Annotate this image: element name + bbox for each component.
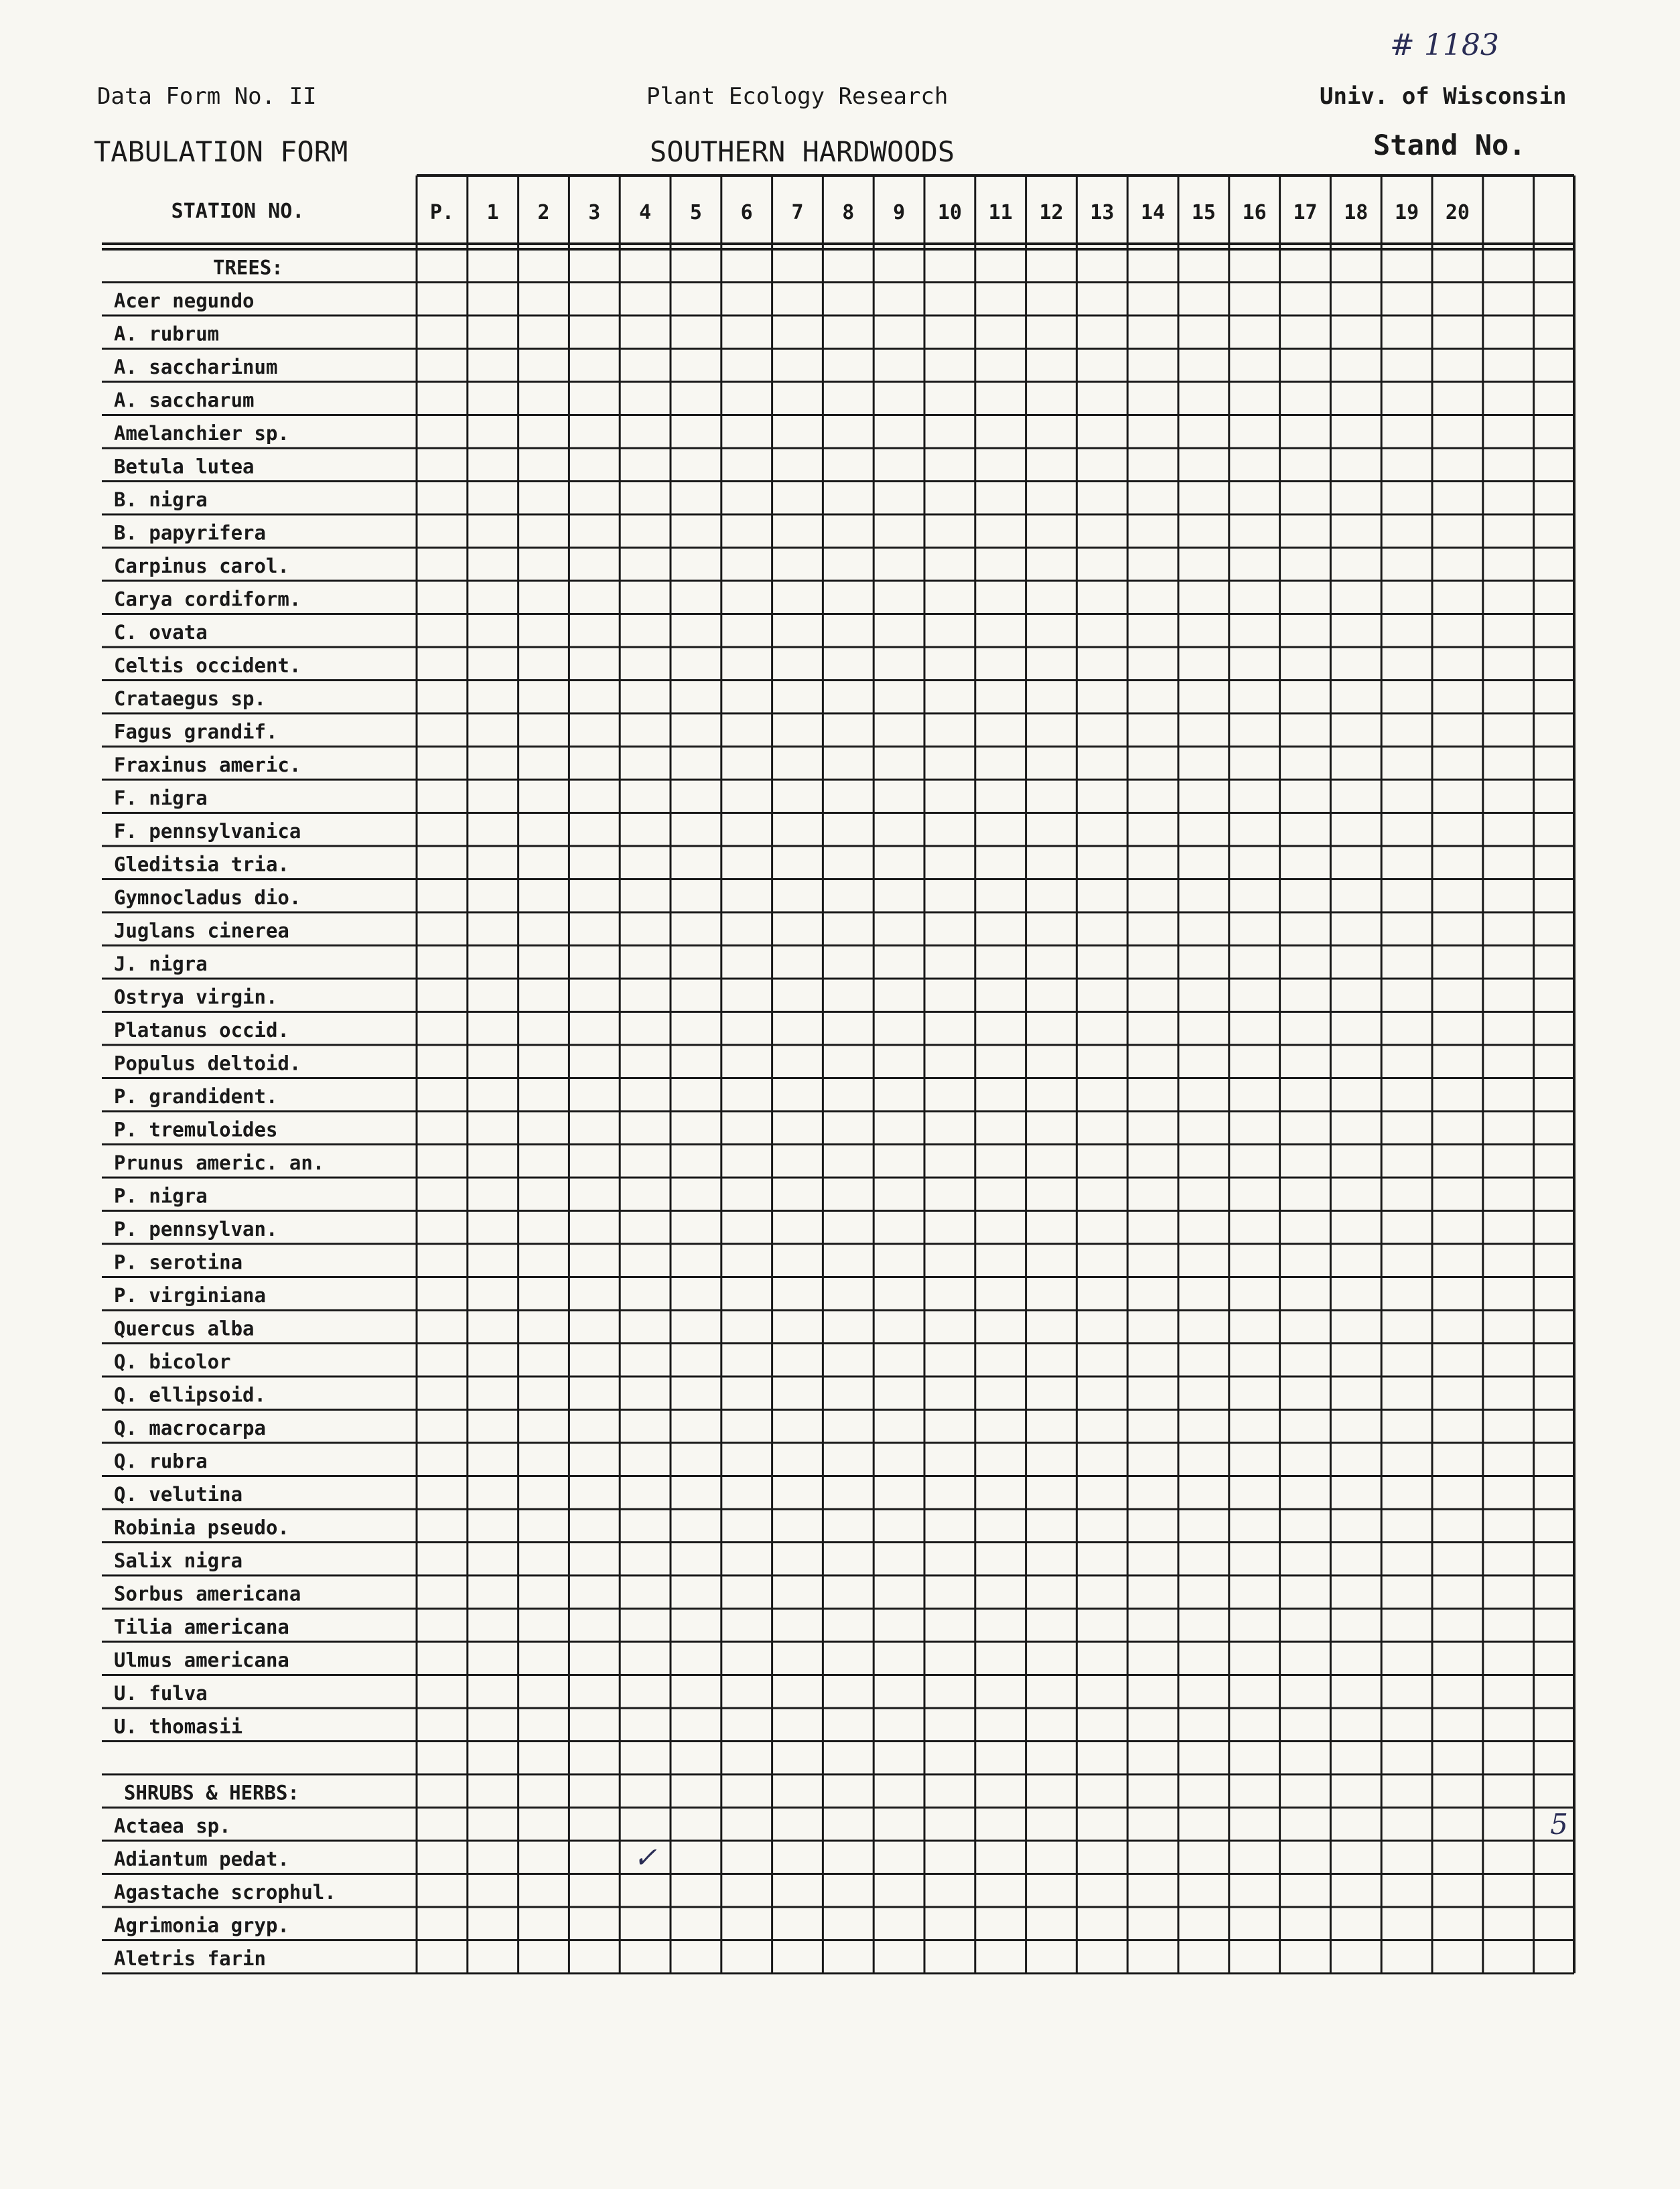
column-header: 19 — [1395, 201, 1419, 224]
species-label: Agrimonia gryp. — [114, 1914, 289, 1937]
form-title: TABULATION FORM — [94, 135, 348, 168]
species-label: Aletris farin — [114, 1947, 266, 1970]
column-header: 14 — [1141, 201, 1166, 224]
species-label: Acer negundo — [114, 289, 255, 312]
species-label: Carpinus carol. — [114, 555, 289, 577]
species-label: Salix nigra — [114, 1549, 243, 1572]
species-label: Ulmus americana — [114, 1648, 289, 1672]
species-label: Carya cordiform. — [114, 587, 301, 611]
species-label: Agastache scrophul. — [114, 1881, 336, 1904]
species-label: P. grandident. — [114, 1085, 278, 1108]
species-label: Ostrya virgin. — [114, 985, 278, 1009]
species-label: Gymnocladus dio. — [114, 886, 301, 909]
column-header: P. — [429, 201, 454, 224]
species-label: B. nigra — [114, 488, 208, 511]
species-label: Q. macrocarpa — [114, 1417, 266, 1439]
species-label: U. fulva — [114, 1682, 208, 1705]
column-header: 17 — [1293, 201, 1318, 224]
handwritten-record-number: # 1183 — [1390, 28, 1499, 62]
species-label: Gleditsia tria. — [114, 853, 289, 876]
column-header: 9 — [893, 201, 906, 224]
species-label: Q. rubra — [114, 1450, 208, 1473]
institution: Univ. of Wisconsin — [1320, 83, 1567, 110]
species-label: Q. velutina — [114, 1483, 243, 1506]
column-header: 4 — [639, 201, 652, 224]
species-label: Actaea sp. — [114, 1815, 231, 1837]
species-label: Adiantum pedat. — [114, 1847, 289, 1871]
species-label: Robinia pseudo. — [114, 1516, 289, 1539]
column-header: 3 — [588, 201, 601, 224]
column-header: 5 — [689, 201, 702, 224]
species-label: P. tremuloides — [114, 1118, 278, 1141]
handwritten-mark: ✓ — [633, 1841, 657, 1874]
species-label: Tilia americana — [114, 1616, 289, 1638]
species-label: C. ovata — [114, 621, 208, 644]
column-header: 6 — [740, 201, 753, 224]
species-label: J. nigra — [114, 952, 208, 975]
column-header: 13 — [1090, 201, 1115, 224]
species-label: Q. bicolor — [114, 1350, 231, 1373]
species-label: Juglans cinerea — [114, 919, 289, 942]
column-header: 10 — [937, 201, 962, 224]
column-header: 2 — [537, 201, 550, 224]
stand-number-label: Stand No. — [1373, 129, 1526, 161]
species-label: A. rubrum — [114, 322, 220, 346]
program-name: Plant Ecology Research — [646, 83, 949, 110]
form-subtitle: SOUTHERN HARDWOODS — [650, 135, 955, 168]
species-label: Prunus americ. an. — [114, 1151, 325, 1174]
species-label: Celtis occident. — [114, 654, 301, 677]
species-label: Fagus grandif. — [114, 720, 278, 744]
column-header: 1 — [486, 201, 499, 224]
station-no-header: STATION NO. — [171, 200, 305, 223]
column-header: 15 — [1191, 201, 1216, 224]
column-header: 16 — [1242, 201, 1267, 224]
species-label: Platanus occid. — [114, 1019, 289, 1042]
species-label: Populus deltoid. — [114, 1052, 301, 1075]
species-label: P. serotina — [114, 1251, 243, 1274]
species-label: Crataegus sp. — [114, 687, 266, 710]
species-label: F. nigra — [114, 786, 208, 810]
form-number: Data Form No. II — [97, 83, 317, 110]
column-header: 12 — [1039, 201, 1064, 224]
species-label: B. papyrifera — [114, 521, 266, 545]
species-label: Q. ellipsoid. — [114, 1383, 266, 1407]
species-label: Betula lutea — [114, 455, 255, 478]
species-label: P. pennsylvan. — [114, 1218, 278, 1241]
section-heading: TREES: — [213, 256, 283, 279]
species-label: P. virginiana — [114, 1284, 266, 1307]
species-label: A. saccharinum — [114, 356, 278, 378]
handwritten-mark: 5 — [1550, 1808, 1568, 1841]
column-header: 11 — [988, 201, 1013, 224]
species-label: P. nigra — [114, 1184, 208, 1208]
species-label: Fraxinus americ. — [114, 754, 301, 776]
column-header: 8 — [842, 201, 855, 224]
column-header: 18 — [1344, 201, 1369, 224]
column-header: 20 — [1445, 201, 1470, 224]
species-label: Sorbus americana — [114, 1582, 301, 1606]
species-label: Amelanchier sp. — [114, 422, 289, 445]
species-label: U. thomasii — [114, 1715, 243, 1738]
species-label: F. pennsylvanica — [114, 820, 301, 843]
species-label: A. saccharum — [114, 389, 255, 412]
column-header: 7 — [791, 201, 804, 224]
section-heading: SHRUBS & HERBS: — [124, 1781, 299, 1805]
species-label: Quercus alba — [114, 1317, 255, 1340]
